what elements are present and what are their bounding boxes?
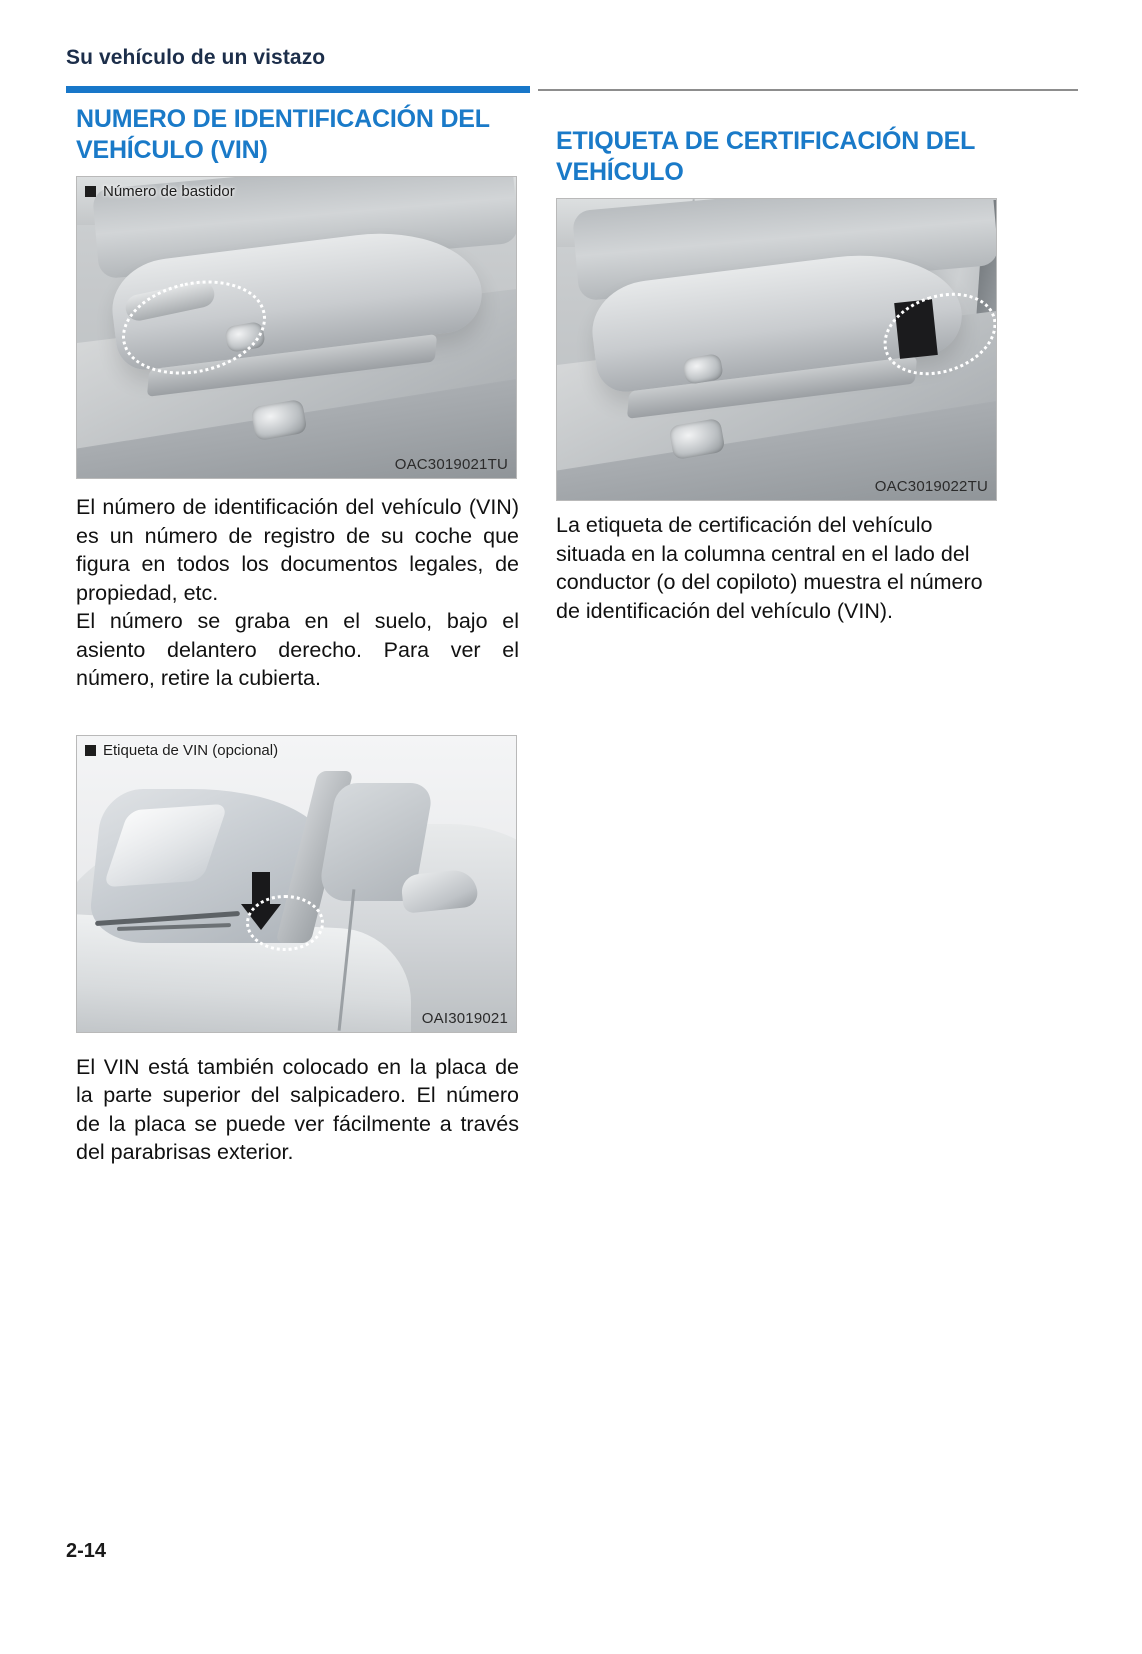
vin-label-illustration xyxy=(77,736,516,1032)
left-column xyxy=(76,104,519,1167)
running-head: Su vehículo de un vistazo xyxy=(66,46,326,69)
figure-vin-code: OAC3019021TU xyxy=(394,456,508,473)
figure-label-caption-text: Etiqueta de VIN (opcional) xyxy=(103,741,279,759)
figure-label-code: OAI3019021 xyxy=(421,1009,508,1027)
vin-paragraph-2: El número se graba en el suelo, bajo el asiento delantero derecho. Para ver el número, retire la cubierta. xyxy=(76,609,519,690)
square-bullet-icon xyxy=(85,186,96,197)
vin-paragraph-1: El número de identificación del vehículo (VIN) es un número de registro de su coche que figura en todos los documentos legales, de propiedad, etc. xyxy=(76,495,519,605)
header-rule-blue xyxy=(66,86,530,93)
figure-vin-caption xyxy=(85,183,235,200)
vin-label-paragraph-1: El VIN está también colocado en la placa de la parte superior del salpicadero. El número de la placa se puede ver fácilmente a través del parabrisas exterior. xyxy=(76,1054,519,1164)
vin-label-text-block xyxy=(76,1053,519,1167)
figure-vin-caption-text: Número de bastidor xyxy=(103,183,235,200)
header-rule-gray xyxy=(538,89,1078,91)
vin-floor-illustration xyxy=(77,177,516,478)
figure-certification-code: OAC3019022TU xyxy=(874,478,988,495)
square-bullet-icon xyxy=(85,745,96,756)
vin-text-block xyxy=(76,493,519,693)
right-column xyxy=(556,126,999,625)
side-mirror-shape xyxy=(400,868,478,914)
figure-label-caption xyxy=(85,742,278,759)
certification-text-block xyxy=(556,511,999,625)
figure-certification-label xyxy=(556,198,997,501)
figure-vin-label xyxy=(76,735,517,1033)
section-title-certification: ETIQUETA DE CERTIFICACIÓN DEL VEHÍCULO xyxy=(556,127,975,186)
certification-label-illustration xyxy=(557,199,996,500)
certification-paragraph-1: La etiqueta de certificación del vehículo situada en la columna central en el lado del conductor (o del copiloto) muestra el número de identificación del vehículo (VIN). xyxy=(556,513,983,623)
vin-plate-highlight-oval xyxy=(246,895,324,951)
figure-vin-floor xyxy=(76,176,517,479)
page-number: 2-14 xyxy=(66,1540,107,1562)
section-title-vin: NUMERO DE IDENTIFICACIÓN DEL VEHÍCULO (VIN) xyxy=(76,105,490,164)
